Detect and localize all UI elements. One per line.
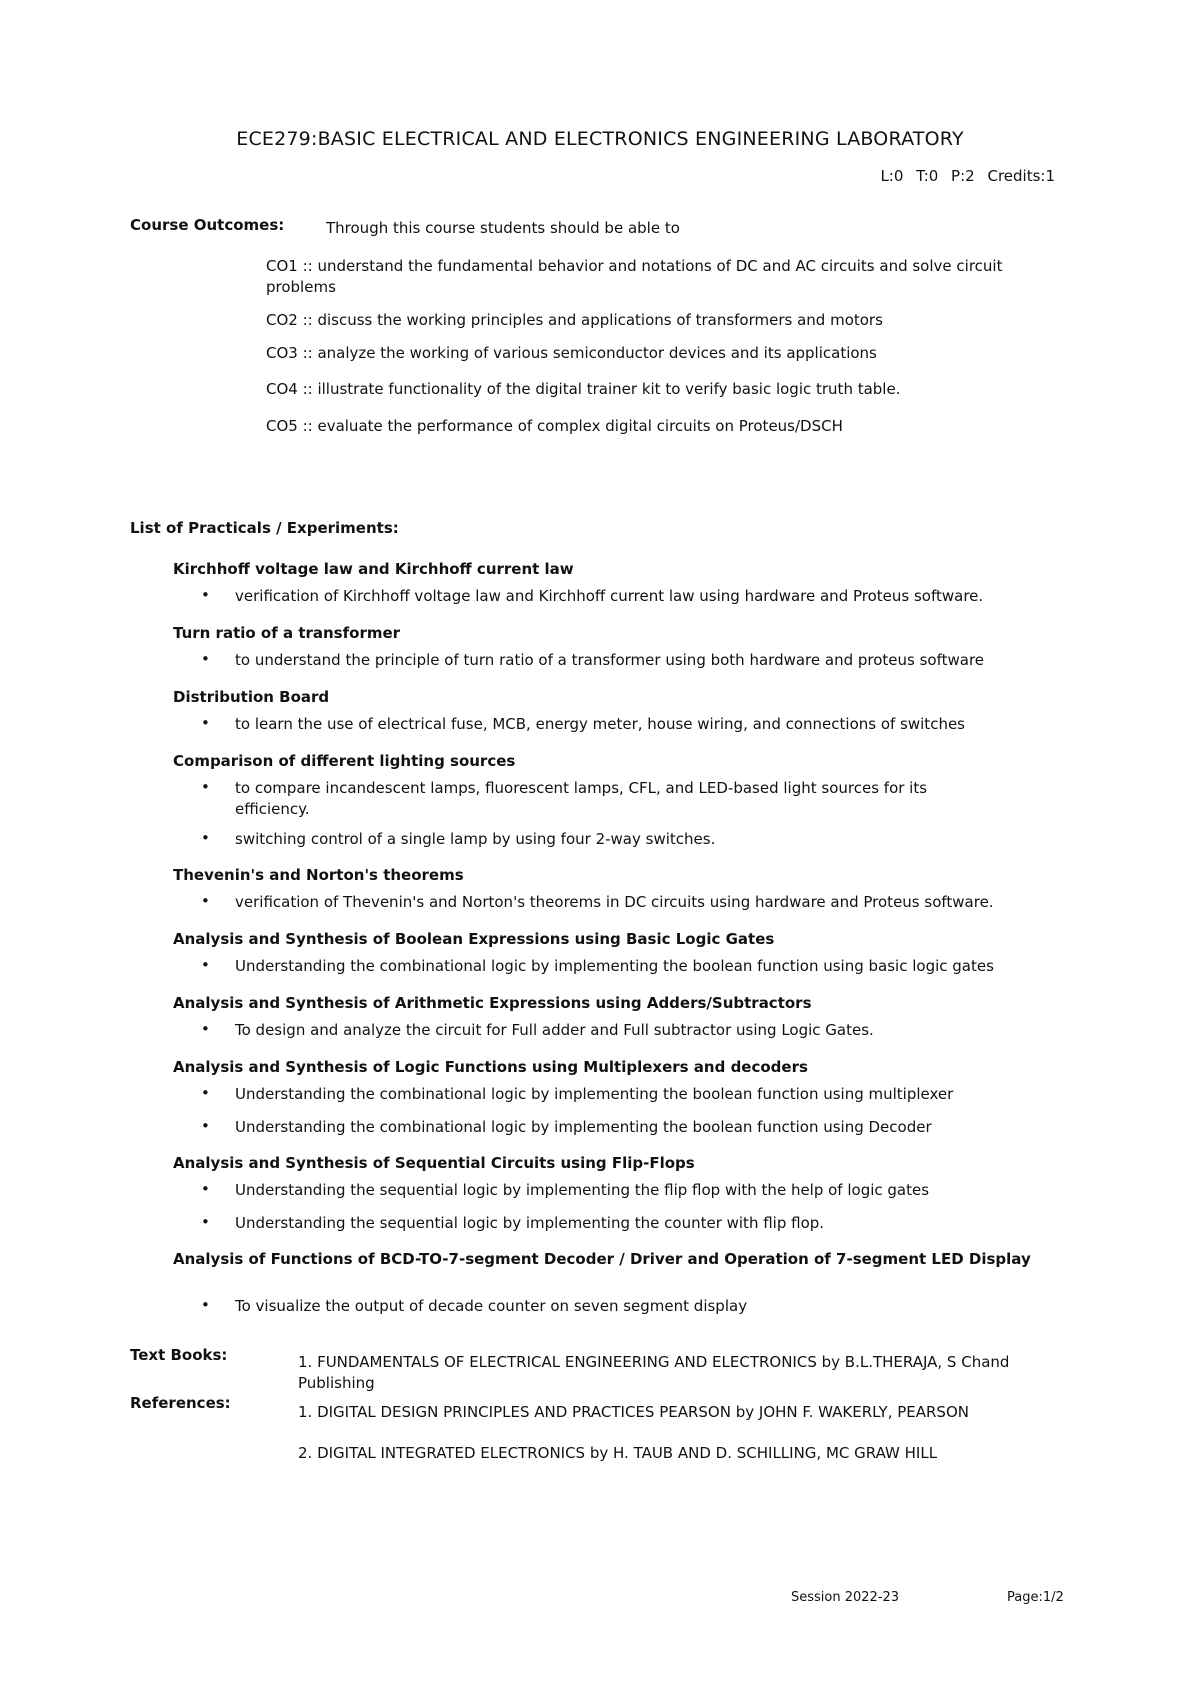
course-outcomes-label: Course Outcomes:: [130, 216, 285, 234]
bullet-icon: •: [201, 1213, 210, 1231]
practical-bullet: Understanding the sequential logic by implementing the flip flop with the help of logic gates: [235, 1181, 930, 1199]
practical-bullet: verification of Kirchhoff voltage law and Kirchhoff current law using hardware and Proteus software.: [235, 587, 984, 605]
course-title: ECE279:BASIC ELECTRICAL AND ELECTRONICS ENGINEERING LABORATORY: [236, 128, 964, 150]
bullet-icon: •: [201, 586, 210, 604]
practical-bullet: to learn the use of electrical fuse, MCB, energy meter, house wiring, and connections of switches: [235, 715, 965, 733]
practical-heading: Distribution Board: [173, 688, 330, 706]
practical-heading: Analysis of Functions of BCD-TO-7-segment Decoder / Driver and Operation of 7-segment LED Display: [173, 1250, 1031, 1268]
references-label: References:: [130, 1394, 231, 1412]
practical-bullet: to understand the principle of turn ratio of a transformer using both hardware and proteus software: [235, 651, 985, 669]
practical-heading: Analysis and Synthesis of Logic Functions using Multiplexers and decoders: [173, 1058, 808, 1076]
practical-heading: Analysis and Synthesis of Sequential Circuits using Flip-Flops: [173, 1154, 695, 1172]
practicals-label: List of Practicals / Experiments:: [130, 519, 399, 537]
practical-heading: Kirchhoff voltage law and Kirchhoff current law: [173, 560, 574, 578]
bullet-icon: •: [201, 1117, 210, 1135]
course-outcome-item: CO4 :: illustrate functionality of the digital trainer kit to verify basic logic truth table.: [266, 380, 901, 398]
practical-bullet: Understanding the combinational logic by implementing the boolean function using basic logic gates: [235, 957, 994, 975]
bullet-icon: •: [201, 892, 210, 910]
practical-bullet: Understanding the combinational logic by implementing the boolean function using Decoder: [235, 1118, 932, 1136]
session-text: Session 2022-23: [791, 1590, 900, 1605]
course-outcome-item: CO1 :: understand the fundamental behavior and notations of DC and AC circuits and solve circuit problems: [266, 257, 1003, 296]
bullet-icon: •: [201, 650, 210, 668]
reference-item: 2. DIGITAL INTEGRATED ELECTRONICS by H. TAUB AND D. SCHILLING, MC GRAW HILL: [298, 1444, 938, 1462]
practical-heading: Analysis and Synthesis of Boolean Expressions using Basic Logic Gates: [173, 930, 775, 948]
bullet-icon: •: [201, 1180, 210, 1198]
bullet-icon: •: [201, 829, 210, 847]
practical-bullet: Understanding the sequential logic by implementing the counter with flip flop.: [235, 1214, 825, 1232]
bullet-icon: •: [201, 714, 210, 732]
bullet-icon: •: [201, 778, 210, 796]
practical-heading: Turn ratio of a transformer: [173, 624, 401, 642]
practical-heading: Comparison of different lighting sources: [173, 752, 516, 770]
practical-bullet: To visualize the output of decade counter on seven segment display: [235, 1297, 748, 1315]
practical-bullet: to compare incandescent lamps, fluorescent lamps, CFL, and LED-based light sources for its efficiency.: [235, 779, 928, 818]
practical-bullet: switching control of a single lamp by using four 2-way switches.: [235, 830, 716, 848]
practical-bullet: To design and analyze the circuit for Full adder and Full subtractor using Logic Gates.: [235, 1021, 874, 1039]
text-books-label: Text Books:: [130, 1346, 228, 1364]
practical-bullet: Understanding the combinational logic by implementing the boolean function using multiplexer: [235, 1085, 954, 1103]
text-book-item: 1. FUNDAMENTALS OF ELECTRICAL ENGINEERING AND ELECTRONICS by B.L.THERAJA, S Chand Publishing: [298, 1353, 1010, 1392]
page-number: Page:1/2: [1007, 1590, 1064, 1605]
practical-heading: Thevenin's and Norton's theorems: [173, 866, 464, 884]
bullet-icon: •: [201, 1296, 210, 1314]
ltp-credits: L:0 T:0 P:2 Credits:1: [880, 167, 1055, 185]
bullet-icon: •: [201, 1084, 210, 1102]
reference-item: 1. DIGITAL DESIGN PRINCIPLES AND PRACTICES PEARSON by JOHN F. WAKERLY, PEARSON: [298, 1403, 969, 1421]
course-outcome-item: CO2 :: discuss the working principles and applications of transformers and motors: [266, 311, 883, 329]
bullet-icon: •: [201, 1020, 210, 1038]
practical-heading: Analysis and Synthesis of Arithmetic Expressions using Adders/Subtractors: [173, 994, 812, 1012]
course-outcomes-intro: Through this course students should be able to: [326, 219, 680, 237]
bullet-icon: •: [201, 956, 210, 974]
practical-bullet: verification of Thevenin's and Norton's theorems in DC circuits using hardware and Proteus software.: [235, 893, 994, 911]
course-outcome-item: CO3 :: analyze the working of various semiconductor devices and its applications: [266, 344, 877, 362]
course-outcome-item: CO5 :: evaluate the performance of complex digital circuits on Proteus/DSCH: [266, 417, 843, 435]
